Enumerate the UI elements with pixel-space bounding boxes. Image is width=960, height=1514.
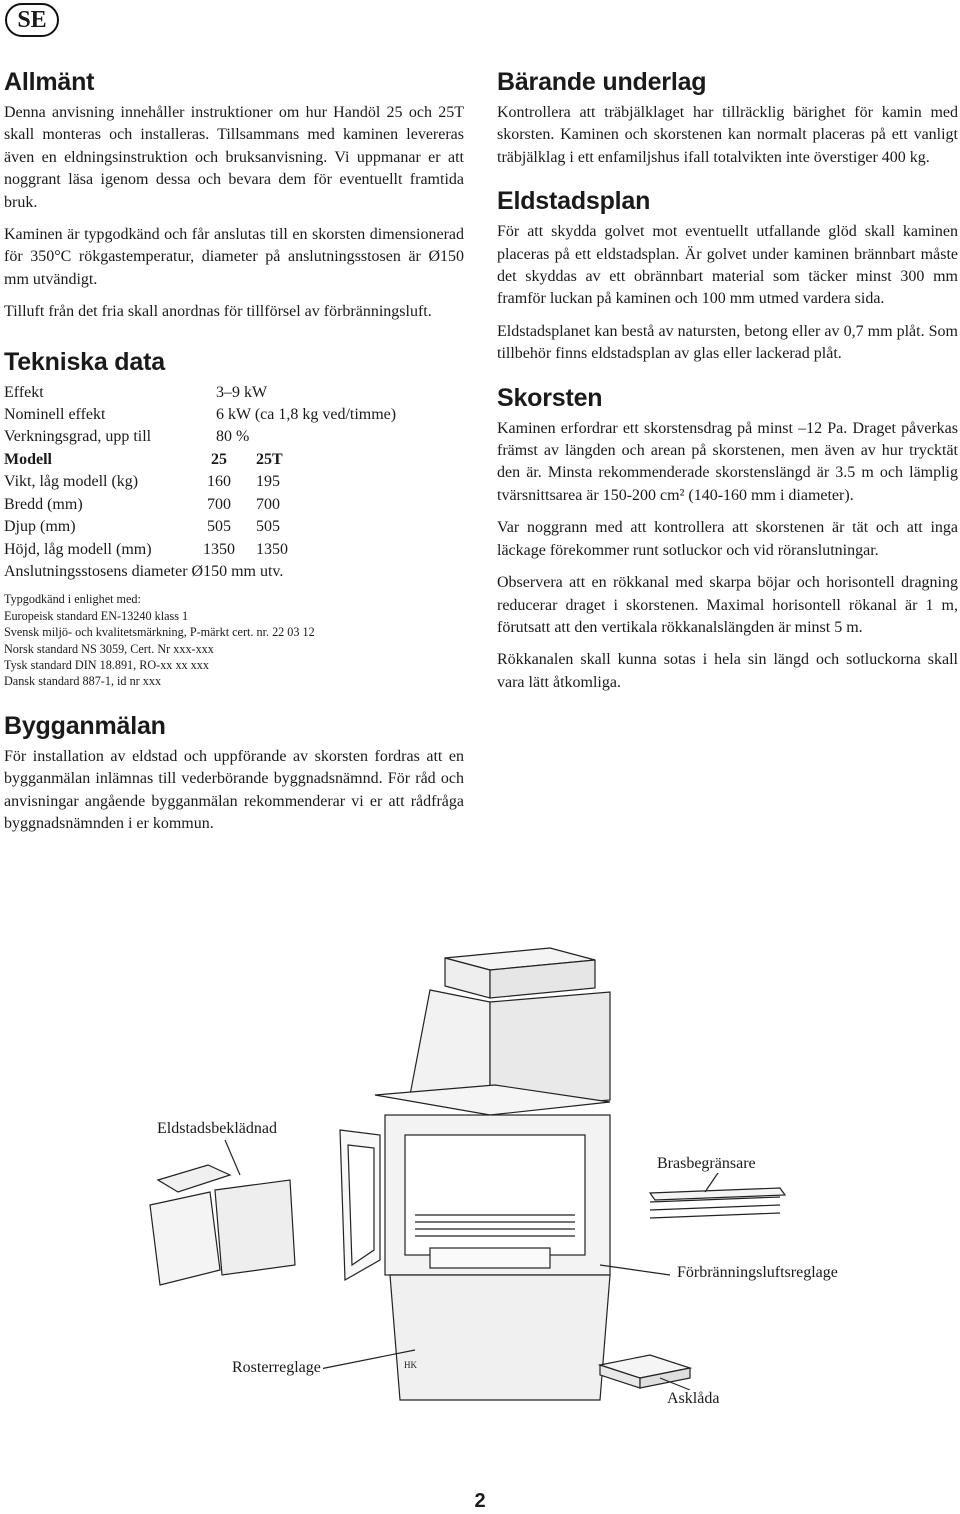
spec-row-value-a: 505 — [207, 518, 231, 536]
spec-row-value-a: 160 — [207, 473, 231, 491]
spec-label: Nominell effekt — [4, 406, 106, 424]
spec-row — [4, 539, 464, 561]
spec-value: 6 kW (ca 1,8 kg ved/timme) — [216, 406, 397, 424]
right-column — [497, 68, 958, 704]
skorsten-paragraph-3: Observera att en rökkanal med skarpa böjar och horisontell dragning reducerar draget i skorstenen. Maximal horisontell rökanal är 1 m, förutsatt att den vertikala rökkanalslängden är minst 5 m. — [497, 574, 958, 636]
spec-row-label: Vikt, låg modell (kg) — [4, 473, 139, 491]
spec-table — [4, 382, 464, 584]
label-forbranningsluftsreglage: Förbränningsluftsreglage — [677, 1264, 838, 1281]
cert-line: Norsk standard NS 3059, Cert. Nr xxx-xxx — [4, 641, 214, 656]
spec-row-effekt — [4, 382, 464, 404]
language-badge: SE — [5, 3, 59, 37]
spec-row-value-a: 700 — [207, 495, 231, 513]
skorsten-paragraph-4: Rökkanalen skall kunna sotas i hela sin längd och sotluckorna skall vara lätt åtkomliga. — [497, 651, 958, 691]
heading-bygganmalan: Bygganmälan — [4, 711, 166, 740]
spec-value: 80 % — [216, 428, 250, 446]
heading-eldstadsplan: Eldstadsplan — [497, 187, 651, 216]
skorsten-paragraph-1: Kaminen erfordrar ett skorstensdrag på minst –12 Pa. Draget påverkas främst av längden och arean på skorstenen, men även av hur trycktät den är. Minsta rekommenderade skorstenslängd är 3.5 m och lämplig tvärsnittsarea är 150-200 cm² (140-160 mm i diameter). — [497, 419, 958, 504]
cert-line: Europeisk standard EN-13240 klass 1 — [4, 608, 189, 623]
allmant-paragraph-3: Tilluft från det fria skall anordnas för tillförsel av förbränningsluft. — [4, 303, 432, 321]
heading-skorsten: Skorsten — [497, 383, 603, 412]
spec-row-value-b: 195 — [256, 473, 280, 491]
barande-paragraph-1: Kontrollera att träbjälklaget har tillräcklig bärighet för kamin med skorsten. Kaminen och skorstenen kan normalt placeras på ett vanligt träbjälklag i ett enfamiljshus ifall totalvikten inte överstiger 400 kg. — [497, 104, 958, 166]
spec-row — [4, 494, 464, 516]
spec-row-value-b: 700 — [256, 495, 280, 513]
stove-exploded-illustration — [130, 930, 890, 1430]
spec-row-label: Höjd, låg modell (mm) — [4, 540, 152, 558]
spec-anslutning: Anslutningsstosens diameter Ø150 mm utv. — [4, 562, 284, 580]
spec-model-header — [4, 449, 464, 471]
stove-drawing — [130, 930, 890, 1430]
cert-line: Svensk miljö- och kvalitetsmärkning, P-märkt cert. nr. 22 03 12 — [4, 625, 315, 640]
spec-row-label: Bredd (mm) — [4, 495, 83, 513]
spec-row — [4, 471, 464, 493]
spec-row-value-a: 1350 — [203, 540, 235, 558]
label-hk-mark: HK — [404, 1360, 417, 1370]
label-eldstadsbekladnad: Eldstadsbeklädnad — [157, 1120, 277, 1137]
left-column — [4, 68, 464, 845]
cert-line: Typgodkänd i enlighet med: — [4, 592, 141, 607]
heading-allmant: Allmänt — [4, 68, 95, 96]
spec-row-value-b: 1350 — [256, 540, 288, 558]
heading-tekniska-data: Tekniska data — [4, 347, 165, 376]
allmant-paragraph-2: Kaminen är typgodkänd och får anslutas till en skorsten dimensionerad för 350°C rökgastemperatur, diameter på anslutningsstosen är Ø150 mm utvändigt. — [4, 226, 464, 288]
spec-label: Verkningsgrad, upp till — [4, 428, 152, 446]
spec-row-value-b: 505 — [256, 518, 280, 536]
spec-row-verkningsgrad — [4, 426, 464, 448]
spec-row-label: Djup (mm) — [4, 518, 76, 536]
spec-row-nominell — [4, 404, 464, 426]
spec-row — [4, 516, 464, 538]
cert-line: Dansk standard 887-1, id nr xxx — [4, 674, 162, 689]
certification-notes — [4, 591, 464, 689]
eldstad-paragraph-1: För att skydda golvet mot eventuellt utfallande glöd skall kaminen placeras på ett eldstadsplan. Är golvet under kaminen brännbart måste det skyddas av ett obrännbart material som täcker minst 300 mm framför luckan på kaminen och 100 mm utmed vardera sida. — [497, 223, 958, 308]
label-rosterreglage: Rosterreglage — [232, 1359, 321, 1376]
cert-line: Tysk standard DIN 18.891, RO-xx xx xxx — [4, 657, 209, 672]
spec-label: Effekt — [4, 383, 44, 401]
heading-barande-underlag: Bärande underlag — [497, 68, 707, 96]
bygg-paragraph-1: För installation av eldstad och uppförande av skorsten fordras att en bygganmälan inlämnas till vederbörande byggnadsnämnd. För råd och anvisningar angående bygganmälan rekommenderar vi er att rådfråga byggnadsnämnden i er kommun. — [4, 747, 464, 832]
allmant-paragraph-1: Denna anvisning innehåller instruktioner om hur Handöl 25 och 25T skall monteras och installeras. Tillsammans med kaminen levereras även en eldningsinstruktion och bruksanvisning. Vi uppmanar er att noggrant läsa igenom dessa och bevara dem för eventuellt framtida bruk. — [4, 104, 464, 211]
label-asklada: Asklåda — [667, 1390, 720, 1407]
spec-value: 3–9 kW — [216, 383, 268, 401]
model-a: 25 — [211, 450, 227, 468]
eldstad-paragraph-2: Eldstadsplanet kan bestå av natursten, betong eller av 0,7 mm plåt. Som tillbehör finns eldstadsplan av glas eller lackerad plåt. — [497, 322, 958, 363]
label-brasbegransare: Brasbegränsare — [657, 1155, 756, 1172]
skorsten-paragraph-2: Var noggrann med att kontrollera att skorstenen är tät och att inga läckage förekommer runt sotluckor och vid röranslutningar. — [497, 519, 958, 559]
page-number: 2 — [474, 1490, 486, 1512]
model-label: Modell — [4, 450, 52, 468]
model-b: 25T — [256, 450, 283, 468]
